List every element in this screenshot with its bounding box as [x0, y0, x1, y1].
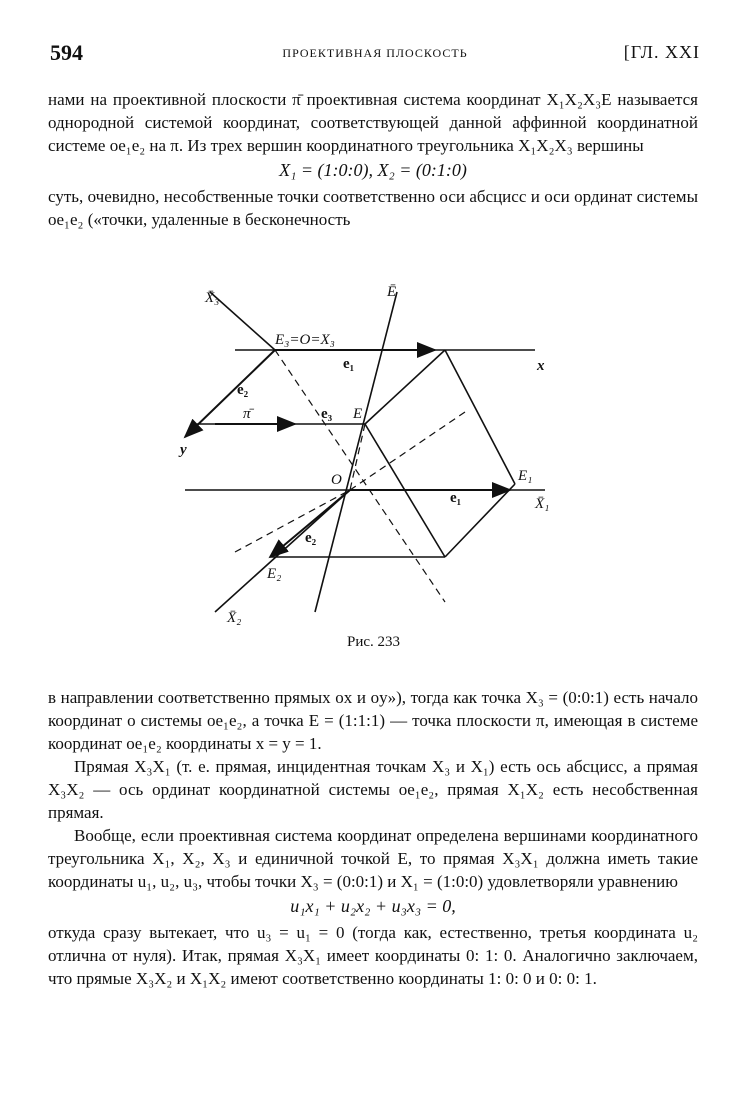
running-title: ПРОЕКТИВНАЯ ПЛОСКОСТЬ — [282, 46, 468, 60]
label-x3: X̄₃ — [205, 290, 220, 306]
label-e-bar: Ē — [387, 284, 397, 300]
formula-2: u₁x₁ + u₂x₂ + u₃x₃ = 0, — [290, 896, 456, 916]
frame-edge-right — [445, 350, 515, 484]
paragraph-5: Вообще, если проективная система координат определена вершинами координатного треугольника X₁, X₂, X₃ и единичной точкой E, то прямая X₃X₁ должна иметь такие координаты u₁, u₂, u₃, чтобы точки X₃ = (0:0:1) и X₁ = (1:0:0) удовлетворяли уравнению — [48, 826, 698, 891]
x3-bar-line — [210, 292, 275, 350]
label-e1-top: e₁ — [343, 356, 355, 372]
paragraph-6: откуда сразу вытекает, что u₃ = u₁ = 0 (тогда как, естественно, третья координата u₂ отлична от нуля). Итак, прямая X₃X₁ имеет координаты 0: 1: 0. Аналогично заключаем, что прямые X₃X₂ и X₁X₂ имеют соответственно координаты 1: 0: 0 и 0: 0: 1. — [48, 923, 698, 988]
label-x1: X̄₁ — [535, 496, 550, 512]
label-o: O — [331, 472, 342, 488]
label-e3: e₃ — [321, 406, 333, 422]
dashed-diagonal-2 — [350, 412, 465, 490]
figure-caption: Рис. 233 — [346, 634, 401, 650]
label-e2-left: e₂ — [237, 382, 249, 398]
x2-bar-line — [215, 490, 350, 612]
label-e3o: E₃=O=X₃ — [275, 332, 335, 348]
paragraph-2: суть, очевидно, несобственные точки соответственно оси абсцисс и оси ординат системы oe₁e₂ («точки, удаленные в бесконечность — [48, 187, 698, 229]
label-x: x — [537, 358, 545, 374]
label-pi: π̄ — [243, 406, 251, 422]
dashed-diagonal-1 — [275, 350, 445, 602]
figure-233 — [175, 272, 575, 632]
page-number: 594 — [50, 40, 83, 65]
paragraph-4: Прямая X₃X₁ (т. е. прямая, инцидентная точкам X₃ и X₁) есть ось абсцисс, а прямая X₃X₂ — ось ординат координатной системы oe₁e₂, прямая X₁X₂ есть несобственная прямая. — [48, 757, 698, 822]
label-y: y — [180, 442, 187, 458]
body-text-bottom — [48, 686, 698, 990]
label-e1-point: E₁ — [518, 468, 533, 484]
label-e2-point: E₂ — [267, 566, 282, 582]
paragraph-3: в направлении соответственно прямых ox и oy»), тогда как точка X₃ = (0:0:1) есть начало координат o системы oe₁e₂, а точка E = (1:1:1) — точка плоскости π, имеющая в системе координат oe₁e₂ координаты x = y = 1. — [48, 688, 698, 753]
body-text-top — [48, 88, 698, 231]
label-e: E — [353, 406, 363, 422]
chapter-label: [ГЛ. XXI — [623, 42, 700, 62]
frame-edge-top — [365, 350, 445, 424]
label-e1-bottom: e₁ — [450, 490, 462, 506]
label-x2: X̄₂ — [227, 610, 242, 626]
formula-1: X₁ = (1:0:0), X₂ = (0:1:0) — [279, 160, 467, 180]
label-e2-bottom: e₂ — [305, 530, 317, 546]
page-header — [50, 40, 700, 70]
paragraph-1: нами на проективной плоскости π̄ проективная система координат X₁X₂X₃E называется однородной системой координат, соответствующей данной аффинной координатной системе oe₁e₂ на π. Из трех вершин координатного треугольника X₁X₂X₃ вершины — [48, 90, 698, 155]
